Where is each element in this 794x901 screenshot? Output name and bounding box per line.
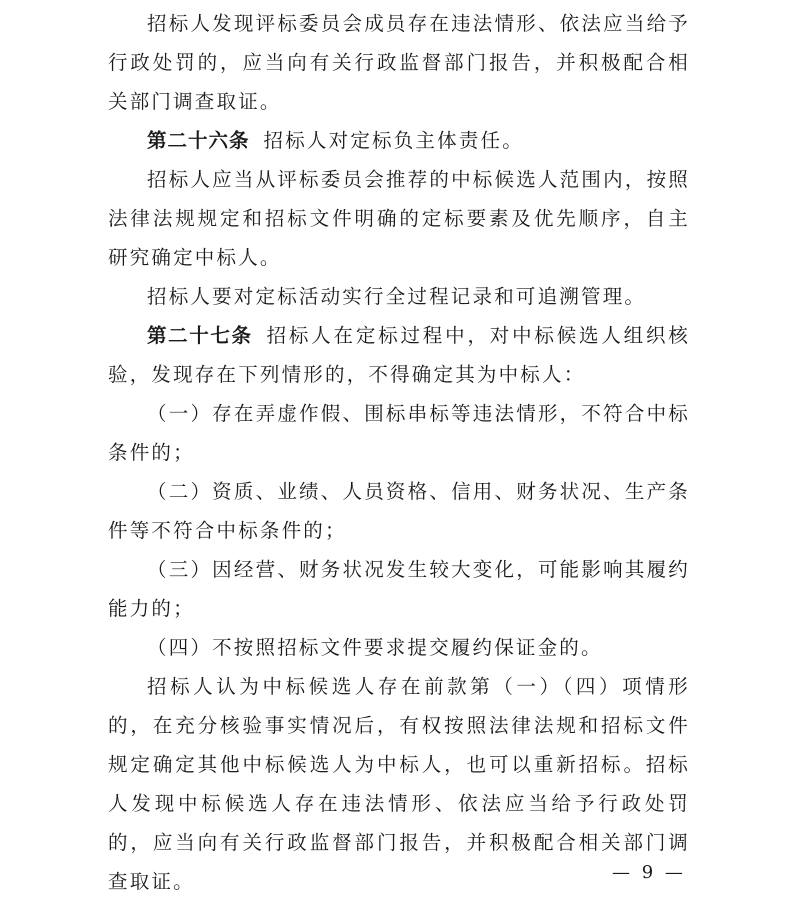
paragraph-3 xyxy=(108,160,690,277)
list-item-1 xyxy=(108,394,690,472)
list-item-4 xyxy=(108,628,690,667)
paragraph-text: 招标人对定标负主体责任。 xyxy=(263,129,524,152)
article-27-paragraph xyxy=(108,316,690,394)
paragraph-text: 招标人应当从评标委员会推荐的中标候选人范围内，按照法律法规规定和招标文件明确的定标要素及优先顺序，自主研究确定中标人。 xyxy=(108,168,690,269)
list-item-text: （二）资质、业绩、人员资格、信用、财务状况、生产条件等不符合中标条件的； xyxy=(108,480,690,542)
page-number: — 9 — xyxy=(612,862,686,883)
article-heading: 第二十七条 xyxy=(147,324,253,347)
paragraph-text: 招标人认为中标候选人存在前款第（一）（四）项情形的，在充分核验事实情况后，有权按照法律法规和招标文件规定确定其他中标候选人为中标人，也可以重新招标。招标人发现中标候选人存在违法情形、依法应当给予行政处罚的，应当向有关行政监督部门报告，并积极配合相关部门调查取证。 xyxy=(108,675,690,893)
paragraph-text: 招标人发现评标委员会成员存在违法情形、依法应当给予行政处罚的，应当向有关行政监督部门报告，并积极配合相关部门调查取证。 xyxy=(108,12,690,113)
list-item-2 xyxy=(108,472,690,550)
paragraph-text: 招标人要对定标活动实行全过程记录和可追溯管理。 xyxy=(147,285,647,308)
article-26-paragraph xyxy=(108,121,690,160)
paragraph-4 xyxy=(108,277,690,316)
article-heading: 第二十六条 xyxy=(147,129,250,152)
paragraph-text: 招标人在定标过程中，对中标候选人组织核验，发现存在下列情形的，不得确定其为中标人： xyxy=(108,324,690,386)
list-item-text: （三）因经营、财务状况发生较大变化，可能影响其履约能力的； xyxy=(108,558,690,620)
list-item-3 xyxy=(108,550,690,628)
body-text xyxy=(108,4,690,901)
paragraph-10 xyxy=(108,667,690,901)
paragraph-1 xyxy=(108,4,690,121)
list-item-text: （四）不按照招标文件要求提交履约保证金的。 xyxy=(147,636,603,659)
list-item-text: （一）存在弄虚作假、围标串标等违法情形，不符合中标条件的； xyxy=(108,402,690,464)
